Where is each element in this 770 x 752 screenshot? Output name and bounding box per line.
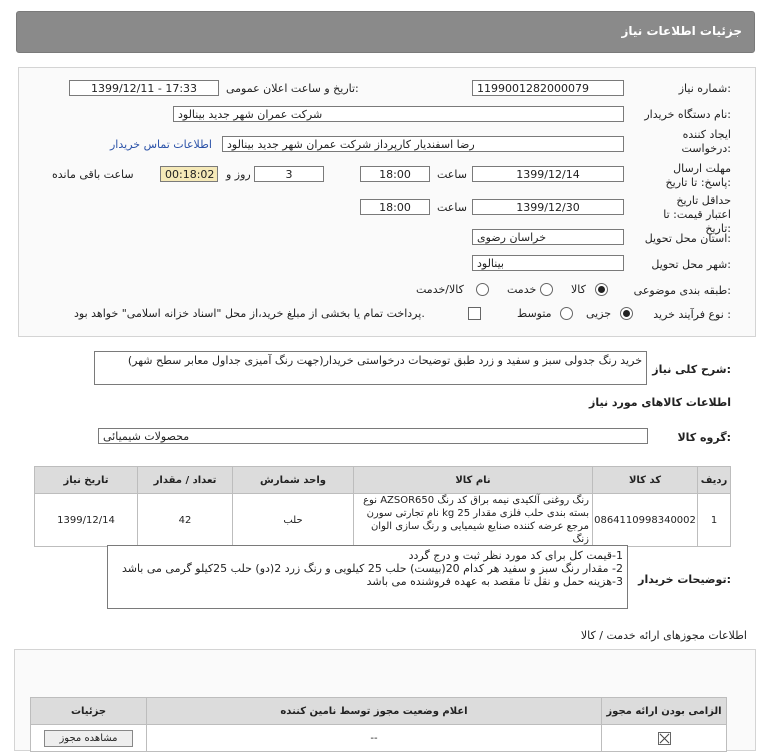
summary-label: شرح کلی نیاز: — [652, 363, 731, 376]
need-number-field[interactable]: 1199001282000079 — [472, 80, 624, 96]
col-details: جزئیات — [31, 698, 147, 725]
deadline-label: مهلت ارسال پاسخ: تا تاریخ: — [665, 162, 731, 189]
cell-row: 1 — [698, 494, 731, 547]
permits-table-header — [31, 698, 727, 725]
category-radio-service[interactable] — [540, 283, 553, 296]
required-checkbox-icon — [658, 732, 671, 745]
creator-label: ایجاد کننده درخواست: — [681, 128, 731, 155]
category-service-label: خدمت — [507, 283, 537, 296]
col-row: ردیف — [698, 467, 731, 494]
creator-field[interactable]: رضا اسفندیار کارپرداز شرکت عمران شهر جدید بینالود — [222, 136, 624, 152]
treasury-checkbox[interactable] — [468, 307, 481, 320]
cell-unit: حلب — [233, 494, 354, 547]
process-label: نوع فرآیند خرید : — [653, 308, 731, 321]
remaining-label: ساعت باقی مانده — [52, 168, 134, 181]
validity-date-field[interactable]: 1399/12/30 — [472, 199, 624, 215]
category-both-label: کالا/خدمت — [416, 283, 464, 296]
goods-group-label: گروه کالا: — [677, 431, 731, 444]
buyer-contact-link[interactable]: اطلاعات تماس خریدار — [110, 138, 212, 151]
deadline-time-label: ساعت — [437, 168, 467, 181]
col-code: کد کالا — [593, 467, 698, 494]
cell-qty: 42 — [138, 494, 233, 547]
process-radio-medium[interactable] — [560, 307, 573, 320]
col-name: نام کالا — [354, 467, 593, 494]
category-goods-label: کالا — [571, 283, 586, 296]
cell-name: رنگ روغنی آلکیدی نیمه براق کد رنگ AZSOR650 نوع بسته بندی حلب فلزی مقدار kg 25 نام تجارتی سورن مرجع عرضه کننده صنایع شیمیایی و رنگ سازی الوان زنگ — [354, 494, 593, 547]
category-radio-both[interactable] — [476, 283, 489, 296]
page-header — [16, 11, 755, 53]
goods-section-title: اطلاعات کالاهای مورد نیاز — [589, 396, 731, 409]
page-title: جزئیات اطلاعات نیاز — [621, 24, 742, 38]
col-unit: واحد شمارش — [233, 467, 354, 494]
validity-time-field[interactable]: 18:00 — [360, 199, 430, 215]
col-qty: تعداد / مقدار — [138, 467, 233, 494]
province-field[interactable]: خراسان رضوی — [472, 229, 624, 245]
deadline-time-field[interactable]: 18:00 — [360, 166, 430, 182]
col-required: الزامی بودن ارائه مجوز — [602, 698, 727, 725]
announce-label: تاریخ و ساعت اعلان عمومی: — [226, 82, 359, 95]
cell-required — [602, 725, 727, 752]
summary-field[interactable]: خرید رنگ جدولی سبز و سفید و زرد طبق توضیحات درخواستی خریدار(جهت رنگ آمیزی جداول معابر سطح شهر) — [94, 351, 647, 385]
buyer-org-label: نام دستگاه خریدار: — [644, 108, 731, 121]
buyer-note-line: 1-قیمت کل برای کد مورد نظر ثبت و درج گردد — [408, 549, 623, 562]
table-row[interactable] — [35, 494, 731, 547]
buyer-note-line: 2- مقدار رنگ سبز و سفید هر کدام 20(بیست) حلب 25 کیلویی و رنگ زرد 2(دو) حلب 25کیلو گرمی می باشد — [121, 562, 623, 575]
buyer-org-field[interactable]: شرکت عمران شهر جدید بینالود — [173, 106, 624, 122]
permits-section-title: اطلاعات مجوزهای ارائه خدمت / کالا — [580, 629, 747, 642]
col-date: تاریخ نیاز — [35, 467, 138, 494]
buyer-note-line: 3-هزینه حمل و نقل تا مقصد به عهده فروشنده می باشد — [366, 575, 623, 588]
payment-note: پرداخت تمام یا بخشی از مبلغ خرید،از محل "اسناد خزانه اسلامی" خواهد بود. — [74, 307, 425, 320]
goods-table — [34, 466, 731, 547]
buyer-notes-field[interactable] — [107, 545, 628, 609]
cell-date: 1399/12/14 — [35, 494, 138, 547]
goods-group-field[interactable]: محصولات شیمیائی — [98, 428, 648, 444]
buyer-notes-label: توضیحات خریدار: — [638, 573, 731, 586]
remaining-time-field: 00:18:02 — [160, 166, 218, 182]
category-label: طبقه بندی موضوعی: — [633, 284, 731, 297]
goods-table-header — [35, 467, 731, 494]
need-number-label: شماره نیاز: — [678, 82, 731, 95]
category-radio-goods[interactable] — [595, 283, 608, 296]
process-radio-minor[interactable] — [620, 307, 633, 320]
view-permit-button[interactable]: مشاهده مجوز — [44, 730, 132, 747]
process-minor-label: جزیی — [586, 307, 612, 320]
process-medium-label: متوسط — [517, 307, 552, 320]
days-field[interactable]: 3 — [254, 166, 324, 182]
validity-label: حداقل تاریخ اعتبار قیمت: تا تاریخ: — [663, 194, 731, 235]
cell-status: -- — [147, 725, 602, 752]
table-row — [31, 725, 727, 752]
cell-details — [31, 725, 147, 752]
announce-field[interactable]: 1399/12/11 - 17:33 — [69, 80, 219, 96]
validity-time-label: ساعت — [437, 201, 467, 214]
days-label: روز و — [226, 168, 251, 181]
city-label: شهر محل تحویل: — [651, 258, 731, 271]
deadline-date-field[interactable]: 1399/12/14 — [472, 166, 624, 182]
province-label: استان محل تحویل: — [644, 232, 731, 245]
col-status: اعلام وضعیت مجوز توسط نامین کننده — [147, 698, 602, 725]
permits-table — [30, 697, 727, 752]
city-field[interactable]: بینالود — [472, 255, 624, 271]
cell-code: 0864110998340002 — [593, 494, 698, 547]
